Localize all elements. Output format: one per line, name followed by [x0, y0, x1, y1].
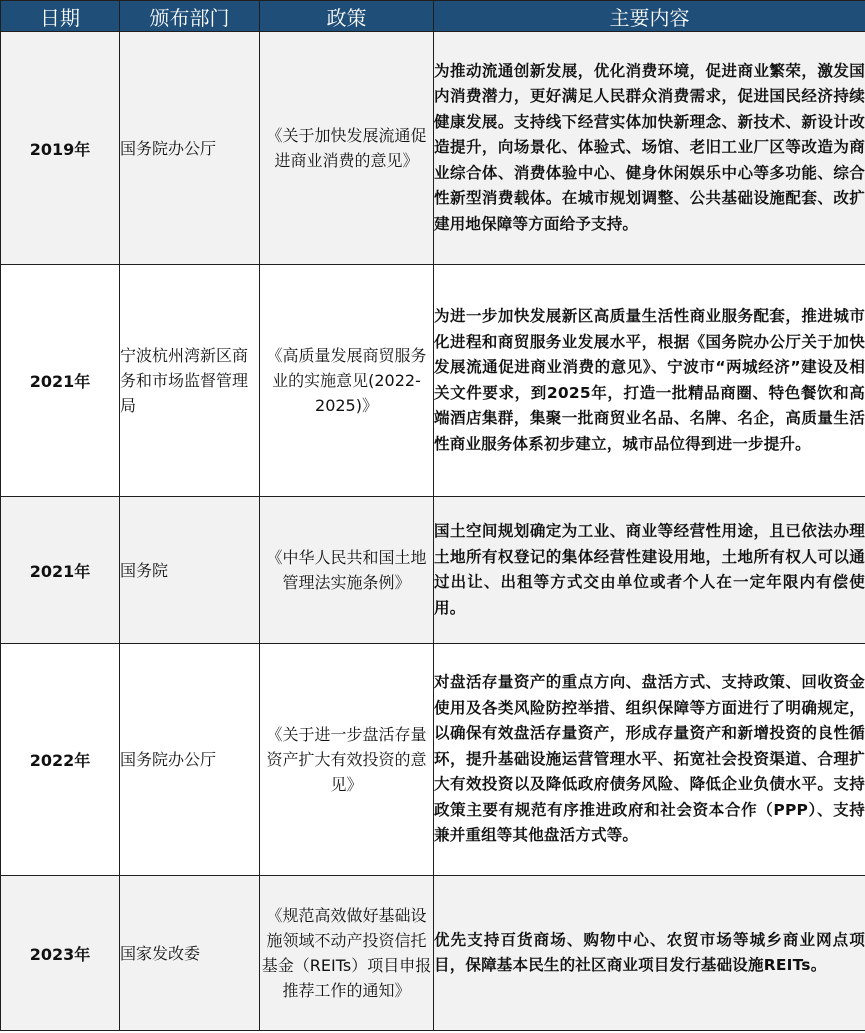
cell-policy: 《高质量发展商贸服务业的实施意见(2022-2025)》 [260, 265, 434, 497]
cell-content: 国土空间规划确定为工业、商业等经营性用途，且已依法办理土地所有权登记的集体经营性建设用地，土地所有权人可以通过出让、出租等方式交由单位或者个人在一定年限内有偿使用。 [434, 497, 865, 644]
cell-policy: 《规范高效做好基础设施领域不动产投资信托基金（REITs）项目申报推荐工作的通知》 [260, 876, 434, 1031]
cell-date: 2023年 [1, 876, 120, 1031]
cell-dept: 国家发改委 [120, 876, 260, 1031]
cell-date: 2019年 [1, 32, 120, 265]
header-content: 主要内容 [434, 1, 865, 32]
header-date: 日期 [1, 1, 120, 32]
header-dept: 颁布部门 [120, 1, 260, 32]
cell-policy: 《中华人民共和国土地管理法实施条例》 [260, 497, 434, 644]
cell-date: 2021年 [1, 497, 120, 644]
cell-dept: 国务院办公厅 [120, 644, 260, 876]
cell-policy: 《关于进一步盘活存量资产扩大有效投资的意见》 [260, 644, 434, 876]
cell-dept: 国务院办公厅 [120, 32, 260, 265]
table-row [1, 497, 865, 644]
cell-date: 2022年 [1, 644, 120, 876]
cell-policy: 《关于加快发展流通促进商业消费的意见》 [260, 32, 434, 265]
cell-dept: 宁波杭州湾新区商务和市场监督管理局 [120, 265, 260, 497]
table-row [1, 876, 865, 1031]
cell-dept: 国务院 [120, 497, 260, 644]
cell-date: 2021年 [1, 265, 120, 497]
cell-content: 优先支持百货商场、购物中心、农贸市场等城乡商业网点项目，保障基本民生的社区商业项目发行基础设施REITs。 [434, 876, 865, 1031]
header-policy: 政策 [260, 1, 434, 32]
cell-content: 为推动流通创新发展，优化消费环境，促进商业繁荣，激发国内消费潜力，更好满足人民群众消费需求，促进国民经济持续健康发展。支持线下经营实体加快新理念、新技术、新设计改造提升，向场景化、体验式、场馆、老旧工业厂区等改造为商业综合体、消费体验中心、健身休闲娱乐中心等多功能、综合性新型消费载体。在城市规划调整、公共基础设施配套、改扩建用地保障等方面给予支持。 [434, 32, 865, 265]
header-row [1, 1, 865, 32]
cell-content: 为进一步加快发展新区高质量生活性商业服务配套，推进城市化进程和商贸服务业发展水平，根据《国务院办公厅关于加快发展流通促进商业消费的意见》、宁波市“两城经济”建设及相关文件要求，到2025年，打造一批精品商圈、特色餐饮和高端酒店集群，集聚一批商贸业名品、名牌、名企，高质量生活性商业服务体系初步建立，城市品位得到进一步提升。 [434, 265, 865, 497]
table-row [1, 32, 865, 265]
table-row [1, 265, 865, 497]
cell-content: 对盘活存量资产的重点方向、盘活方式、支持政策、回收资金使用及各类风险防控举措、组织保障等方面进行了明确规定，以确保有效盘活存量资产，形成存量资产和新增投资的良性循环，提升基础设施运营管理水平、拓宽社会投资渠道、合理扩大有效投资以及降低政府债务风险、降低企业负债水平。支持政策主要有规范有序推进政府和社会资本合作（PPP）、支持兼并重组等其他盘活方式等。 [434, 644, 865, 876]
table-row [1, 644, 865, 876]
